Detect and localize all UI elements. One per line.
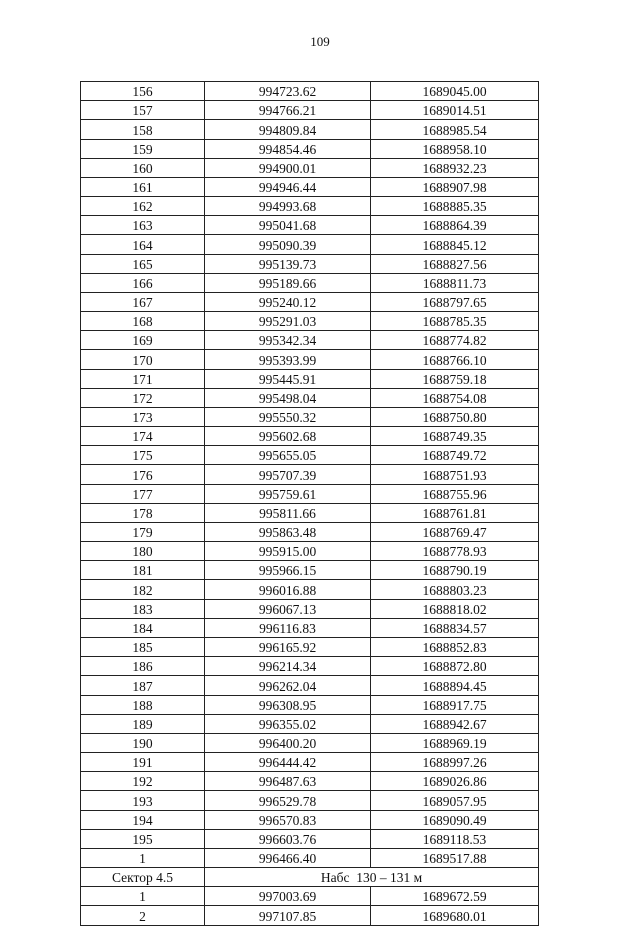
table-row: [81, 388, 539, 407]
y-coordinate-cell: 1688761.81: [371, 503, 539, 522]
table-row: [81, 791, 539, 810]
y-coordinate-cell: 1688907.98: [371, 177, 539, 196]
y-coordinate-cell: 1688845.12: [371, 235, 539, 254]
point-number-cell: 161: [81, 177, 205, 196]
y-coordinate-cell: 1689026.86: [371, 772, 539, 791]
point-number-cell: 174: [81, 427, 205, 446]
y-coordinate-cell: 1688811.73: [371, 273, 539, 292]
x-coordinate-cell: 995445.91: [205, 369, 371, 388]
table-row: [81, 177, 539, 196]
table-row: [81, 331, 539, 350]
point-number-cell: 189: [81, 714, 205, 733]
table-row: [81, 427, 539, 446]
x-coordinate-cell: 995602.68: [205, 427, 371, 446]
y-coordinate-cell: 1688958.10: [371, 139, 539, 158]
table-row: [81, 906, 539, 925]
point-number-cell: 192: [81, 772, 205, 791]
x-coordinate-cell: 996214.34: [205, 657, 371, 676]
x-coordinate-cell: 996355.02: [205, 714, 371, 733]
point-number-cell: 187: [81, 676, 205, 695]
x-coordinate-cell: 997107.85: [205, 906, 371, 925]
x-coordinate-cell: 996308.95: [205, 695, 371, 714]
x-coordinate-cell: 996487.63: [205, 772, 371, 791]
y-coordinate-cell: 1688751.93: [371, 465, 539, 484]
x-coordinate-cell: 996400.20: [205, 733, 371, 752]
x-coordinate-cell: 995393.99: [205, 350, 371, 369]
y-coordinate-cell: 1688885.35: [371, 197, 539, 216]
table-row: [81, 120, 539, 139]
y-coordinate-cell: 1688797.65: [371, 292, 539, 311]
y-coordinate-cell: 1688852.83: [371, 637, 539, 656]
y-coordinate-cell: 1688749.35: [371, 427, 539, 446]
point-number-cell: 184: [81, 618, 205, 637]
y-coordinate-cell: 1688932.23: [371, 158, 539, 177]
x-coordinate-cell: 995498.04: [205, 388, 371, 407]
table-row: [81, 312, 539, 331]
point-number-cell: 168: [81, 312, 205, 331]
y-coordinate-cell: 1688985.54: [371, 120, 539, 139]
table-row: [81, 216, 539, 235]
point-number-cell: 167: [81, 292, 205, 311]
table-row: [81, 235, 539, 254]
x-coordinate-cell: 996466.40: [205, 848, 371, 867]
y-coordinate-cell: 1689672.59: [371, 887, 539, 906]
table-row: [81, 139, 539, 158]
table-row: [81, 618, 539, 637]
x-coordinate-cell: 997003.69: [205, 887, 371, 906]
point-number-cell: 180: [81, 542, 205, 561]
point-number-cell: 2: [81, 906, 205, 925]
table-row: [81, 810, 539, 829]
x-coordinate-cell: 995139.73: [205, 254, 371, 273]
table-row: [81, 714, 539, 733]
x-coordinate-cell: 996067.13: [205, 599, 371, 618]
x-coordinate-cell: 996444.42: [205, 753, 371, 772]
point-number-cell: 178: [81, 503, 205, 522]
point-number-cell: 175: [81, 446, 205, 465]
point-number-cell: 164: [81, 235, 205, 254]
y-coordinate-cell: 1688864.39: [371, 216, 539, 235]
x-coordinate-cell: 996165.92: [205, 637, 371, 656]
point-number-cell: 165: [81, 254, 205, 273]
table-row: [81, 273, 539, 292]
point-number-cell: 169: [81, 331, 205, 350]
y-coordinate-cell: 1688785.35: [371, 312, 539, 331]
y-coordinate-cell: 1689517.88: [371, 848, 539, 867]
table-row: [81, 158, 539, 177]
point-number-cell: 193: [81, 791, 205, 810]
x-coordinate-cell: 994723.62: [205, 82, 371, 101]
point-number-cell: 159: [81, 139, 205, 158]
x-coordinate-cell: 996603.76: [205, 829, 371, 848]
table-row: [81, 772, 539, 791]
coordinates-table: [80, 81, 539, 926]
table-row: [81, 695, 539, 714]
table-row: [81, 101, 539, 120]
y-coordinate-cell: 1688769.47: [371, 522, 539, 541]
point-number-cell: 156: [81, 82, 205, 101]
x-coordinate-cell: 995090.39: [205, 235, 371, 254]
table-row: [81, 561, 539, 580]
page-number: 109: [310, 34, 330, 49]
table-row: [81, 676, 539, 695]
y-coordinate-cell: 1688755.96: [371, 484, 539, 503]
table-row: [81, 465, 539, 484]
x-coordinate-cell: 994900.01: [205, 158, 371, 177]
x-coordinate-cell: 994766.21: [205, 101, 371, 120]
sector-elevation-note: Набс 130 – 131 м: [205, 868, 539, 887]
y-coordinate-cell: 1688778.93: [371, 542, 539, 561]
table-row: [81, 503, 539, 522]
y-coordinate-cell: 1688942.67: [371, 714, 539, 733]
point-number-cell: 182: [81, 580, 205, 599]
x-coordinate-cell: 996570.83: [205, 810, 371, 829]
table-row: [81, 484, 539, 503]
x-coordinate-cell: 995655.05: [205, 446, 371, 465]
point-number-cell: 1: [81, 887, 205, 906]
table-row: [81, 753, 539, 772]
y-coordinate-cell: 1689680.01: [371, 906, 539, 925]
y-coordinate-cell: 1688827.56: [371, 254, 539, 273]
y-coordinate-cell: 1689118.53: [371, 829, 539, 848]
x-coordinate-cell: 995811.66: [205, 503, 371, 522]
x-coordinate-cell: 994809.84: [205, 120, 371, 139]
y-coordinate-cell: 1688818.02: [371, 599, 539, 618]
point-number-cell: 181: [81, 561, 205, 580]
y-coordinate-cell: 1688750.80: [371, 407, 539, 426]
table-row: [81, 580, 539, 599]
point-number-cell: 179: [81, 522, 205, 541]
point-number-cell: 173: [81, 407, 205, 426]
x-coordinate-cell: 994854.46: [205, 139, 371, 158]
y-coordinate-cell: 1689014.51: [371, 101, 539, 120]
x-coordinate-cell: 995915.00: [205, 542, 371, 561]
x-coordinate-cell: 995863.48: [205, 522, 371, 541]
table-row: [81, 848, 539, 867]
table-row: [81, 542, 539, 561]
table-row: [81, 82, 539, 101]
point-number-cell: 158: [81, 120, 205, 139]
x-coordinate-cell: 996016.88: [205, 580, 371, 599]
point-number-cell: 162: [81, 197, 205, 216]
point-number-cell: 177: [81, 484, 205, 503]
x-coordinate-cell: 994993.68: [205, 197, 371, 216]
point-number-cell: 185: [81, 637, 205, 656]
y-coordinate-cell: 1688774.82: [371, 331, 539, 350]
point-number-cell: 176: [81, 465, 205, 484]
table-row: [81, 733, 539, 752]
table-row: [81, 599, 539, 618]
sector-label: Сектор 4.5: [81, 868, 205, 887]
point-number-cell: 191: [81, 753, 205, 772]
table-row: [81, 350, 539, 369]
y-coordinate-cell: 1688749.72: [371, 446, 539, 465]
x-coordinate-cell: 995550.32: [205, 407, 371, 426]
point-number-cell: 188: [81, 695, 205, 714]
point-number-cell: 160: [81, 158, 205, 177]
point-number-cell: 166: [81, 273, 205, 292]
table-row: [81, 292, 539, 311]
y-coordinate-cell: 1688754.08: [371, 388, 539, 407]
x-coordinate-cell: 995189.66: [205, 273, 371, 292]
y-coordinate-cell: 1688894.45: [371, 676, 539, 695]
x-coordinate-cell: 995291.03: [205, 312, 371, 331]
y-coordinate-cell: 1688834.57: [371, 618, 539, 637]
x-coordinate-cell: 996262.04: [205, 676, 371, 695]
point-number-cell: 186: [81, 657, 205, 676]
point-number-cell: 170: [81, 350, 205, 369]
point-number-cell: 157: [81, 101, 205, 120]
point-number-cell: 163: [81, 216, 205, 235]
point-number-cell: 190: [81, 733, 205, 752]
y-coordinate-cell: 1688759.18: [371, 369, 539, 388]
point-number-cell: 1: [81, 848, 205, 867]
y-coordinate-cell: 1688872.80: [371, 657, 539, 676]
point-number-cell: 171: [81, 369, 205, 388]
y-coordinate-cell: 1689045.00: [371, 82, 539, 101]
x-coordinate-cell: 994946.44: [205, 177, 371, 196]
table-row: [81, 887, 539, 906]
table-row: [81, 657, 539, 676]
point-number-cell: 183: [81, 599, 205, 618]
table-row: [81, 197, 539, 216]
x-coordinate-cell: 995966.15: [205, 561, 371, 580]
y-coordinate-cell: 1688803.23: [371, 580, 539, 599]
x-coordinate-cell: 995759.61: [205, 484, 371, 503]
y-coordinate-cell: 1688766.10: [371, 350, 539, 369]
table-row: [81, 522, 539, 541]
x-coordinate-cell: 996116.83: [205, 618, 371, 637]
sector-header-row: [81, 868, 539, 887]
y-coordinate-cell: 1688790.19: [371, 561, 539, 580]
table-row: [81, 254, 539, 273]
x-coordinate-cell: 995707.39: [205, 465, 371, 484]
y-coordinate-cell: 1689090.49: [371, 810, 539, 829]
point-number-cell: 172: [81, 388, 205, 407]
y-coordinate-cell: 1688917.75: [371, 695, 539, 714]
point-number-cell: 195: [81, 829, 205, 848]
y-coordinate-cell: 1688997.26: [371, 753, 539, 772]
table-row: [81, 407, 539, 426]
table-row: [81, 446, 539, 465]
table-row: [81, 829, 539, 848]
y-coordinate-cell: 1689057.95: [371, 791, 539, 810]
table-row: [81, 369, 539, 388]
x-coordinate-cell: 995342.34: [205, 331, 371, 350]
table-row: [81, 637, 539, 656]
x-coordinate-cell: 996529.78: [205, 791, 371, 810]
x-coordinate-cell: 995240.12: [205, 292, 371, 311]
point-number-cell: 194: [81, 810, 205, 829]
y-coordinate-cell: 1688969.19: [371, 733, 539, 752]
coordinates-table-body: [81, 82, 539, 926]
x-coordinate-cell: 995041.68: [205, 216, 371, 235]
